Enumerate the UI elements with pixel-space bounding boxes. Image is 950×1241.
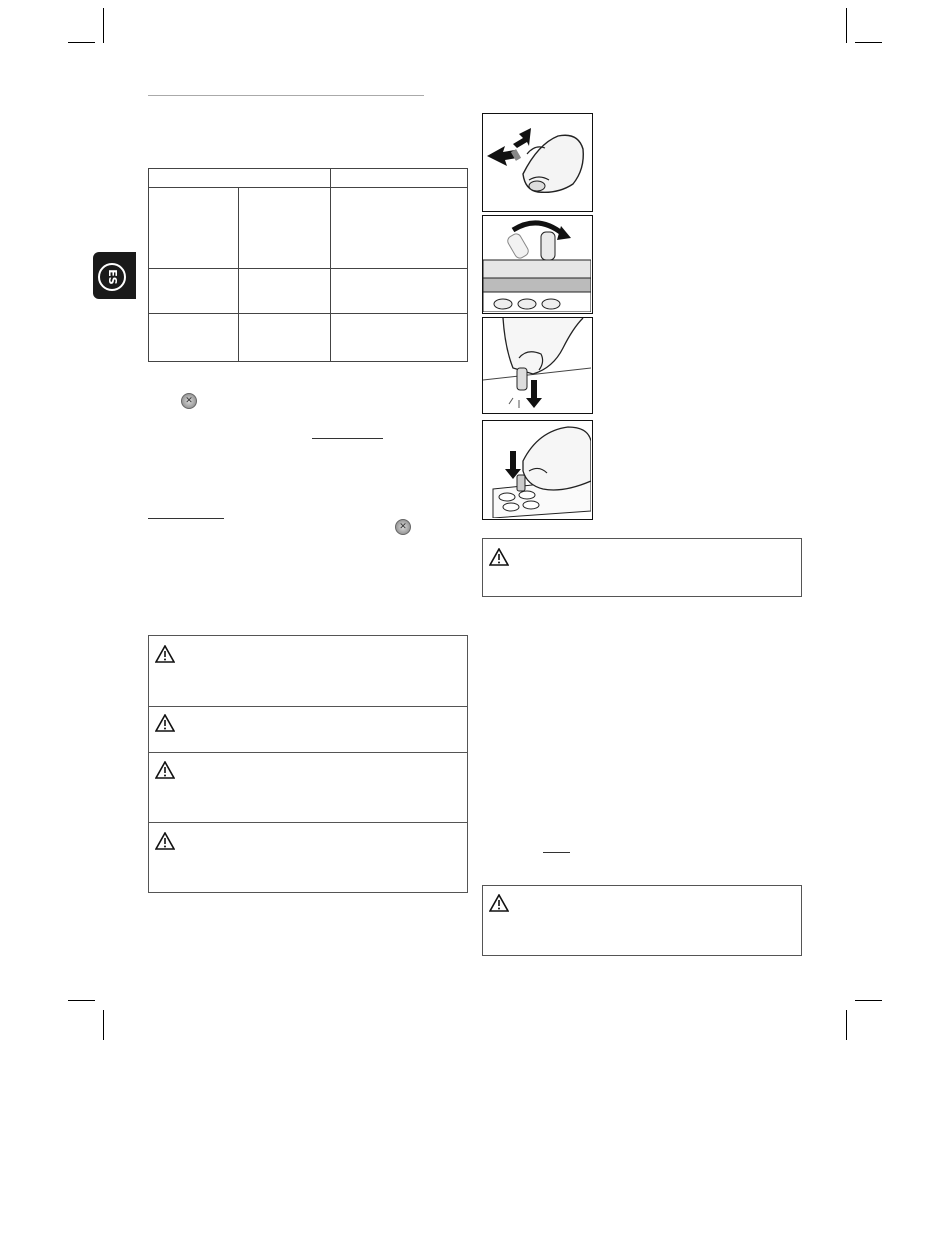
warning-triangle-icon [155,645,175,663]
info-table [148,168,468,362]
section-rule [148,95,424,96]
warning-divider [148,752,468,753]
press-down-illustration [482,317,593,414]
circular-button-icon [181,393,197,409]
table-row-divider [148,268,468,269]
crop-mark [103,1010,104,1040]
underline-mark [543,852,570,853]
warning-box-stack [148,635,468,893]
crop-mark [68,42,95,43]
rotate-capsule-illustration [482,215,593,314]
crop-mark [855,42,882,43]
circular-button-icon [395,519,411,535]
crop-mark [846,8,847,43]
crop-mark [855,1000,882,1001]
insert-capsule-illustration [482,420,593,520]
warning-triangle-icon [489,548,509,566]
warning-triangle-icon [155,761,175,779]
warning-divider [148,706,468,707]
crop-mark [103,8,104,43]
warning-triangle-icon [155,714,175,732]
table-row-divider [148,313,468,314]
underline-mark [148,518,224,519]
language-tab-label: ES [98,263,126,291]
language-tab [93,252,136,299]
crop-mark [846,1010,847,1040]
underline-mark [312,438,383,439]
table-column-divider [330,168,331,362]
warning-triangle-icon [489,894,509,912]
table-header-divider [148,187,468,188]
warning-box [482,538,802,597]
table-column-divider [238,187,239,362]
warning-divider [148,822,468,823]
warning-box [482,885,802,956]
pinch-capsule-illustration [482,113,593,212]
crop-mark [68,1000,95,1001]
warning-triangle-icon [155,832,175,850]
